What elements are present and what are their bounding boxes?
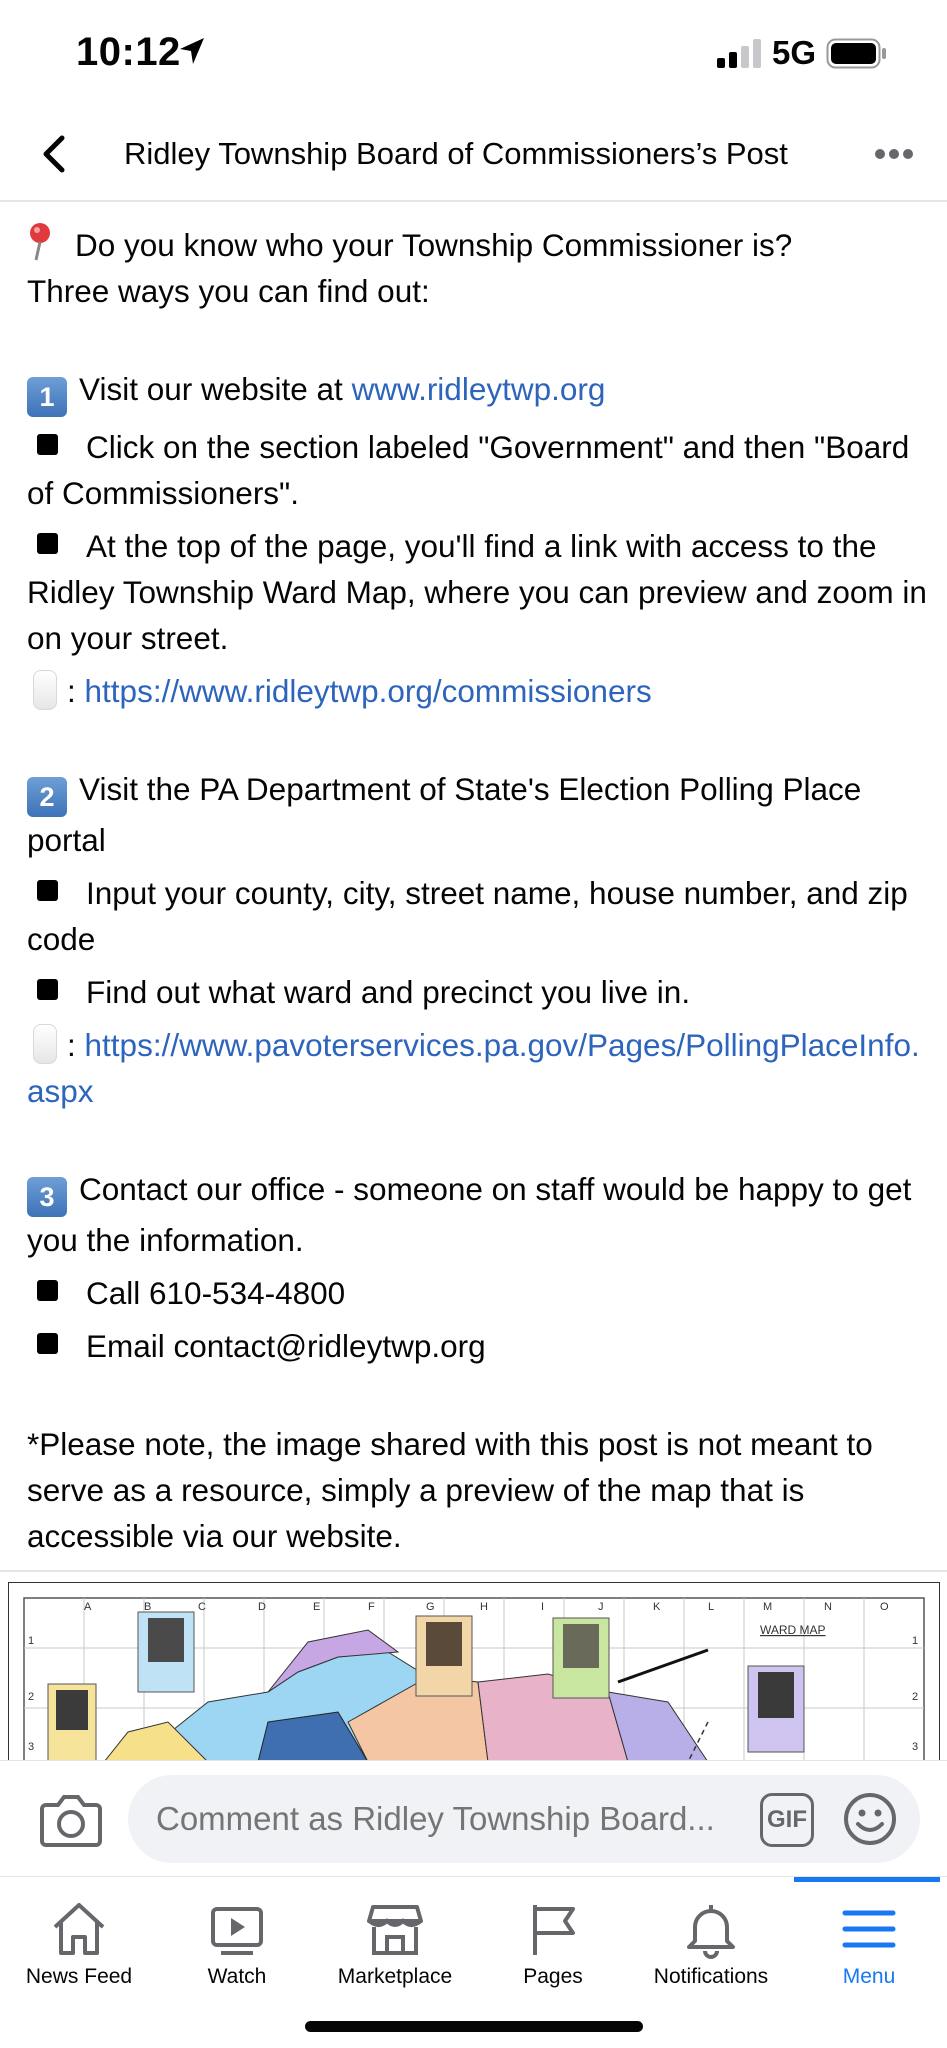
square-bullet-icon xyxy=(37,1280,58,1301)
map-row-label: 1 xyxy=(28,1635,35,1647)
step1-text: Visit our website at xyxy=(79,371,352,407)
nav-pages[interactable] xyxy=(474,1877,632,2007)
map-row-label: 2 xyxy=(28,1691,35,1703)
map-row-label: 3 xyxy=(28,1741,35,1753)
ward-map-image[interactable] xyxy=(0,1570,947,1760)
map-col-label: M xyxy=(763,1601,773,1613)
post-header xyxy=(0,108,947,202)
step1-bullet1: Click on the section labeled "Government" and then "Board of Commissioners". xyxy=(27,429,910,511)
website-link[interactable]: www.ridleytwp.org xyxy=(351,371,606,407)
nav-label: Menu xyxy=(842,1965,896,1988)
nav-watch[interactable] xyxy=(158,1877,316,2007)
nav-label: Marketplace xyxy=(337,1965,453,1988)
nav-menu[interactable] xyxy=(790,1877,947,2007)
map-col-label: A xyxy=(84,1601,92,1613)
map-col-label: I xyxy=(541,1601,545,1613)
more-options-button[interactable] xyxy=(868,130,920,178)
map-title: WARD MAP xyxy=(760,1623,826,1637)
home-indicator xyxy=(305,2021,643,2032)
square-bullet-icon xyxy=(37,434,58,455)
keycap-2-icon: 2 xyxy=(27,777,67,817)
step3-bullet2: Email contact@ridleytwp.org xyxy=(86,1328,486,1364)
map-row-label: 1 xyxy=(912,1635,919,1647)
camera-icon[interactable] xyxy=(38,1789,104,1849)
square-bullet-icon xyxy=(37,880,58,901)
flag-icon xyxy=(523,1899,583,1959)
map-col-label: H xyxy=(480,1601,488,1613)
map-col-label: K xyxy=(653,1601,661,1613)
map-col-label: D xyxy=(258,1601,266,1613)
menu-icon xyxy=(839,1899,899,1959)
keycap-1-icon: 1 xyxy=(27,377,67,417)
map-col-label: F xyxy=(368,1601,375,1613)
mobile-phone-icon xyxy=(33,1024,57,1064)
map-col-label: O xyxy=(880,1601,889,1613)
map-col-label: G xyxy=(426,1601,435,1613)
polling-place-link[interactable]: https://www.pavoterservices.pa.gov/Pages/PollingPlaceInfo.aspx xyxy=(27,1027,920,1109)
chevron-left-icon xyxy=(40,134,68,174)
keycap-3-icon: 3 xyxy=(27,1177,67,1217)
nav-marketplace[interactable] xyxy=(316,1877,474,2007)
pushpin-icon xyxy=(27,222,57,262)
nav-label: Watch xyxy=(207,1965,267,1988)
map-row-label: 3 xyxy=(912,1741,919,1753)
bell-icon xyxy=(681,1899,741,1959)
status-bar xyxy=(0,0,947,108)
emoji-smile-icon[interactable] xyxy=(842,1791,898,1847)
step2-bullet2: Find out what ward and precinct you live in. xyxy=(86,974,691,1010)
mobile-phone-icon xyxy=(33,670,57,710)
comment-bar xyxy=(0,1760,947,1876)
map-col-label: B xyxy=(144,1601,152,1613)
post-body xyxy=(27,222,927,1559)
page-title: Ridley Township Board of Commissioners’s Post xyxy=(124,136,788,171)
map-row-label: 2 xyxy=(912,1691,919,1703)
map-col-label: L xyxy=(708,1601,715,1613)
step2-text: Visit the PA Department of State's Election Polling Place portal xyxy=(27,771,862,858)
post-note: *Please note, the image shared with this post is not meant to serve as a resource, simply a preview of the map that is accessible via our website. xyxy=(27,1426,873,1554)
back-button[interactable] xyxy=(28,128,80,180)
nav-label: Notifications xyxy=(653,1965,769,1988)
post-intro-line1: Do you know who your Township Commissioner is? xyxy=(75,227,793,263)
map-col-label: N xyxy=(824,1601,832,1613)
separator-colon: : xyxy=(67,1027,76,1063)
step2-bullet1: Input your county, city, street name, house number, and zip code xyxy=(27,875,908,957)
square-bullet-icon xyxy=(37,979,58,1000)
ward-map-graphic xyxy=(8,1582,940,1760)
square-bullet-icon xyxy=(37,1333,58,1354)
separator-colon: : xyxy=(67,673,76,709)
map-col-label: C xyxy=(198,1601,206,1613)
commissioners-link[interactable]: https://www.ridleytwp.org/commissioners xyxy=(84,673,652,709)
map-col-label: E xyxy=(313,1601,321,1613)
nav-notifications[interactable] xyxy=(632,1877,790,2007)
cellular-signal-icon xyxy=(717,38,763,68)
square-bullet-icon xyxy=(37,533,58,554)
map-col-label: J xyxy=(598,1601,604,1613)
play-icon xyxy=(207,1899,267,1959)
nav-news-feed[interactable] xyxy=(0,1877,158,2007)
post-intro-line2: Three ways you can find out: xyxy=(27,273,430,309)
nav-label: Pages xyxy=(523,1965,583,1988)
status-time: 10:12 xyxy=(76,30,181,74)
network-label: 5G xyxy=(772,34,817,71)
step3-bullet1: Call 610-534-4800 xyxy=(86,1275,346,1311)
nav-label: News Feed xyxy=(25,1965,133,1988)
location-arrow-icon xyxy=(178,36,206,66)
step3-text: Contact our office - someone on staff would be happy to get you the information. xyxy=(27,1171,912,1258)
step1-bullet2: At the top of the page, you'll find a link with access to the Ridley Township Ward Map, where you can preview and zoom in on your street. xyxy=(27,528,927,656)
gif-button[interactable]: GIF xyxy=(760,1793,814,1847)
shop-icon xyxy=(365,1899,425,1959)
home-icon xyxy=(49,1899,109,1959)
more-dots-icon xyxy=(874,148,914,160)
battery-icon xyxy=(826,38,888,69)
bottom-nav xyxy=(0,1876,947,2048)
